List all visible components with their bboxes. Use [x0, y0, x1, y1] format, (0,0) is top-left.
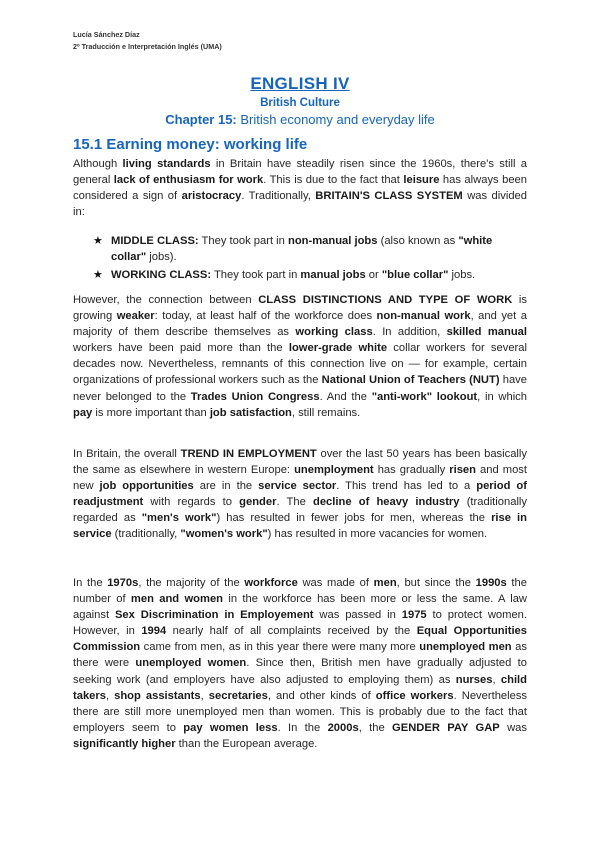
document-title: ENGLISH IV — [250, 74, 350, 93]
course-name: 2º Traducción e Interpretación Inglés (UMA) — [73, 42, 222, 51]
chapter-title — [0, 112, 600, 127]
paragraph-class-and-work: However, the connection between CLASS DISTINCTIONS AND TYPE OF WORK is growing weaker: today, at least half of the workforce does non-manual work, and yet a majority of them describe themselves as working class. In addition, skilled manual workers have been paid more than the lower-grade white collar workers for several decades now. Nevertheless, remnants of this connection live on — for example, certain organizations of professional workers such as the National Union of Teachers (NUT) have never belonged to the Trades Union Congress. And the "anti-work" lookout, in which pay is more important than job satisfaction, still remains. — [73, 294, 528, 419]
author-name: Lucía Sánchez Díaz — [73, 30, 140, 39]
section-heading: 15.1 Earning money: working life — [73, 136, 308, 153]
star-bullet-icon: ★ — [93, 235, 103, 247]
document-subtitle: British Culture — [260, 97, 340, 109]
paragraph-intro: Although living standards in Britain have steadily risen since the 1960s, there's still a general lack of enthusiasm for work. This is due to the fact that leisure has always been considered a sign of aristocracy. Traditionally, BRITAIN'S CLASS SYSTEM was divided in: — [73, 158, 528, 219]
star-bullet-icon: ★ — [93, 269, 103, 282]
class-list — [93, 233, 527, 285]
chapter-label: Chapter 15: — [165, 112, 237, 127]
paragraph-gender-workforce: In the 1970s, the majority of the workforce was made of men, but since the 1990s the number of men and women in the workforce has been more or less the same. A law against Sex Discrimination in Employement was passed in 1975 to protect women. However, in 1994 nearly half of all complaints received by the Equal Opportunities Commission came from men, as in this year there were many more unemployed men as there were unemployed women. Since then, British men have gradually adjusted to seeking work (and employers have also adjusted to employing them) as nurses, child takers, shop assistants, secretaries, and other kinds of office workers. Nevertheless there are still more unemployed men than women. This is probably due to the fact that employers seem to pay women less. In the 2000s, the GENDER PAY GAP was significantly higher than the European average. — [73, 577, 528, 750]
chapter-name: British economy and everyday life — [240, 112, 435, 127]
list-item-middle-class: ★ MIDDLE CLASS: They took part in non-manual jobs (also known as "white collar" jobs). — [93, 235, 493, 264]
list-item-working-class: ★ WORKING CLASS: They took part in manual jobs or "blue collar" jobs. — [93, 267, 527, 283]
paragraph-employment-trend: In Britain, the overall TREND IN EMPLOYMENT over the last 50 years has been basically the same as elsewhere in western Europe: unemployment has gradually risen and most new job opportunities are in the service sector. This trend has led to a period of readjustment with regards to gender. The decline of heavy industry (traditionally regarded as "men's work") has resulted in fewer jobs for men, whereas the rise in service (traditionally, "women's work") has resulted in more vacancies for women. — [73, 448, 528, 541]
